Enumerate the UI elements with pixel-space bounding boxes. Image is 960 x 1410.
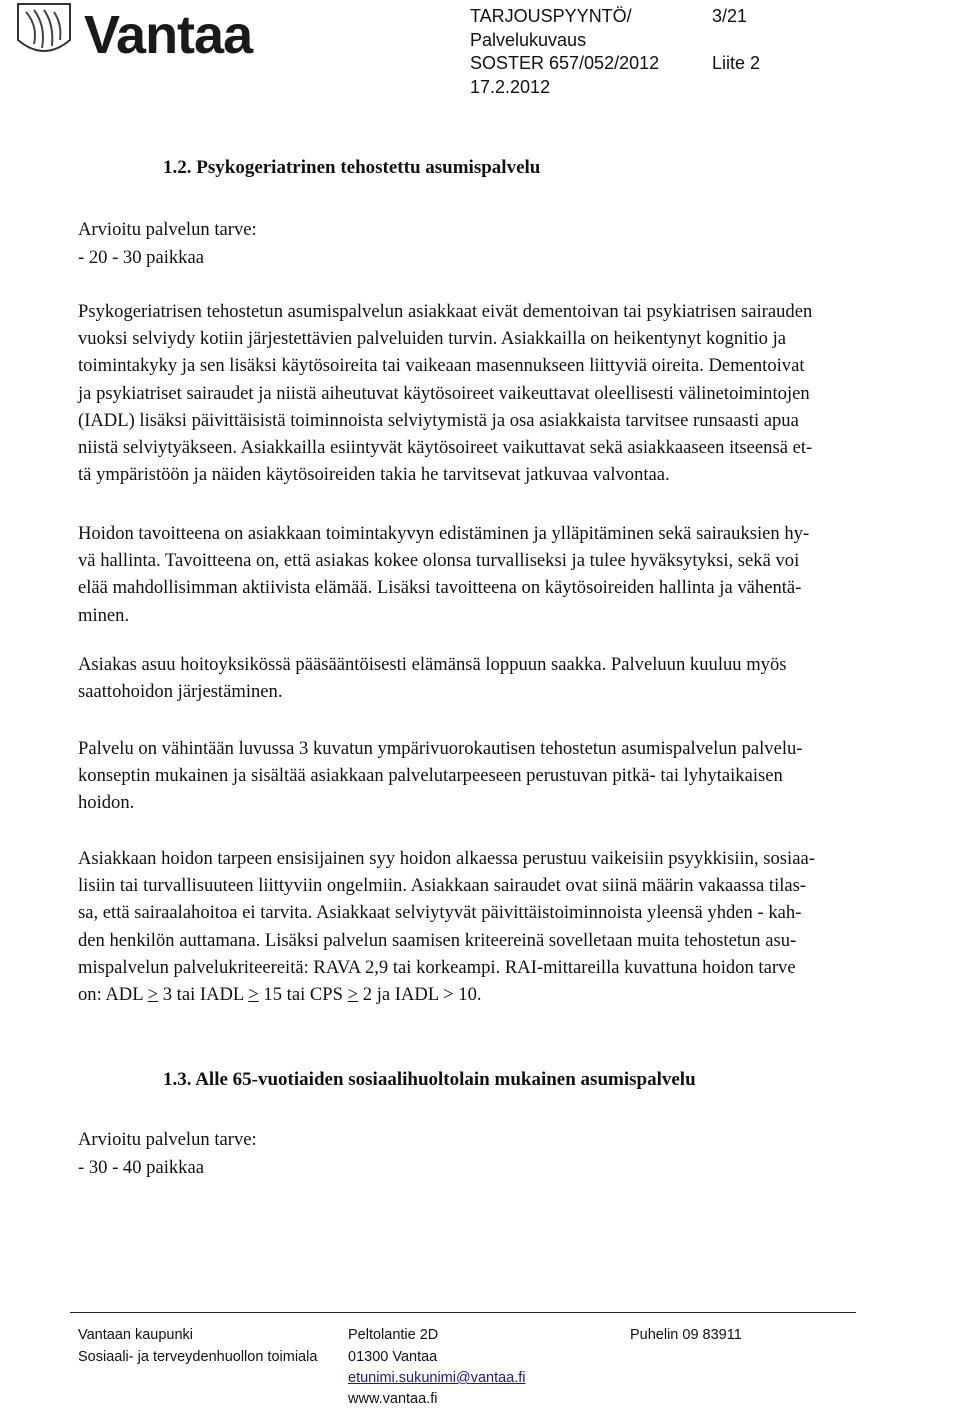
criteria-text: on: ADL (78, 984, 148, 1006)
criteria-operator: > (147, 984, 159, 1006)
email-link[interactable]: etunimi.sukunimi@vantaa.fi (348, 1370, 526, 1386)
paragraph (78, 845, 958, 1008)
criteria-text: 2 ja IADL > 10. (358, 984, 482, 1006)
text-line: tä ympäristöön ja näiden käytösoireiden takia he tarvitsevat jatkuvaa valvontaa. (78, 464, 670, 486)
text-line: mispalvelun palvelukriteereitä: RAVA 2,9 tai korkeampi. RAI-mittareilla kuvattuna hoidon tarve (78, 956, 796, 978)
reference-number: SOSTER 657/052/2012 (470, 53, 660, 73)
doc-type: TARJOUSPYYNTÖ/ (470, 6, 632, 26)
paragraph (78, 735, 958, 817)
text-line: Psykogeriatrisen tehostetun asumispalvelun asiakkaat eivät dementoivan tai psykiatrisen sairauden (78, 301, 813, 322)
appendix-label: Liite 2 (712, 53, 761, 73)
need-value: - 30 - 40 paikkaa (78, 1157, 204, 1178)
text-line: niistä selviytyäkseen. Asiakkailla esiintyvät käytösoireet vaikuttavat sekä asiakkaaseen itseensä et- (78, 437, 813, 459)
need-label: Arvioitu palvelun tarve: (78, 1129, 257, 1150)
paragraph (78, 298, 958, 488)
footer-street: Peltolantie 2D (348, 1327, 439, 1343)
text-line: toimintakyky ja sen lisäksi käytösoireita tai vaikeaan masennukseen liittyviä oireita. Dementoivat (78, 355, 805, 377)
paragraph (78, 651, 958, 705)
criteria-operator: > (248, 984, 259, 1006)
page-number: 3/21 (712, 6, 748, 26)
text-line: (IADL) lisäksi päivittäisistä toiminnoista selviytymistä ja osa asiakkaista tarvitsee runsaasti apua (78, 409, 799, 431)
text-line: Hoidon tavoitteena on asiakkaan toimintakyvyn edistäminen ja ylläpitäminen sekä sairauksien hy- (78, 523, 810, 544)
document-date: 17.2.2012 (470, 77, 551, 97)
text-line: minen. (78, 604, 130, 626)
text-line: konseptin mukainen ja sisältää asiakkaan palvelutarpeeseen perustuvan pitkä- tai lyhytaikaisen (78, 765, 783, 787)
section-heading-1-3: 1.3. Alle 65-vuotiaiden sosiaalihuoltolain mukainen asumispalvelu (163, 1069, 696, 1090)
text-line: hoidon. (78, 792, 135, 814)
footer-email[interactable] (348, 1368, 526, 1389)
criteria-text: 15 tai CPS (258, 984, 348, 1006)
criteria-text: 3 tai IADL (158, 984, 249, 1006)
need-label: Arvioitu palvelun tarve: (78, 219, 257, 240)
need-value: - 20 - 30 paikkaa (78, 247, 204, 268)
text-line: vuoksi selviydy kotiin järjestettävien palveluiden turvin. Asiakkailla on heikentynyt kognitio ja (78, 328, 786, 350)
paragraph (78, 520, 958, 629)
footer-website[interactable]: www.vantaa.fi (348, 1391, 438, 1407)
brand-wordmark: Vantaa (84, 5, 253, 65)
text-line: Asiakkaan hoidon tarpeen ensisijainen syy hoidon alkaessa perustuu vaikeisiin psyykkisiin, sosiaa- (78, 848, 815, 869)
footer-postal: 01300 Vantaa (348, 1349, 438, 1365)
vantaa-logo-icon (14, 0, 74, 62)
text-line: den henkilön auttamana. Lisäksi palvelun saamisen kriteereinä sovelletaan muita tehostetun asu- (78, 929, 797, 951)
text-line: lisiin tai turvallisuuteen liittyviin ongelmiin. Asiakkaan sairaudet ovat siinä määrin vakaassa tilas- (78, 875, 807, 897)
footer-divider (70, 1312, 856, 1313)
footer-phone: Puhelin 09 83911 (630, 1327, 742, 1343)
text-line-criteria (78, 981, 958, 1008)
text-line: sa, että sairaalahoitoa ei tarvita. Asiakkaat selviytyvät päivittäistoiminnoista yleensä yhden - kah- (78, 902, 802, 924)
footer-organization: Vantaan kaupunki (78, 1327, 194, 1343)
text-line: vä hallinta. Tavoitteena on, että asiakas kokee olonsa turvalliseksi ja tulee hyväksytyksi, sekä voi (78, 550, 800, 572)
text-line: Asiakas asuu hoitoyksikössä pääsääntöisesti elämänsä loppuun saakka. Palveluun kuuluu myös (78, 654, 787, 675)
text-line: ja psykiatriset sairaudet ja niistä aiheutuvat käytösoireet vaikeuttavat oleellisesti välinetoimintojen (78, 382, 810, 404)
service-description: Palvelukuvaus (470, 30, 587, 50)
text-line: Palvelu on vähintään luvussa 3 kuvatun ympärivuorokautisen tehostetun asumispalvelun palvelu- (78, 738, 803, 759)
text-line: saattohoidon järjestäminen. (78, 681, 283, 703)
text-line: elää mahdollisimman aktiivista elämää. Lisäksi tavoitteena on käytösoireiden hallinta ja vähentä- (78, 577, 802, 599)
section-heading-1-2: 1.2. Psykogeriatrinen tehostettu asumispalvelu (163, 157, 541, 178)
criteria-operator: > (347, 984, 359, 1006)
footer-department: Sosiaali- ja terveydenhuollon toimiala (78, 1349, 318, 1365)
